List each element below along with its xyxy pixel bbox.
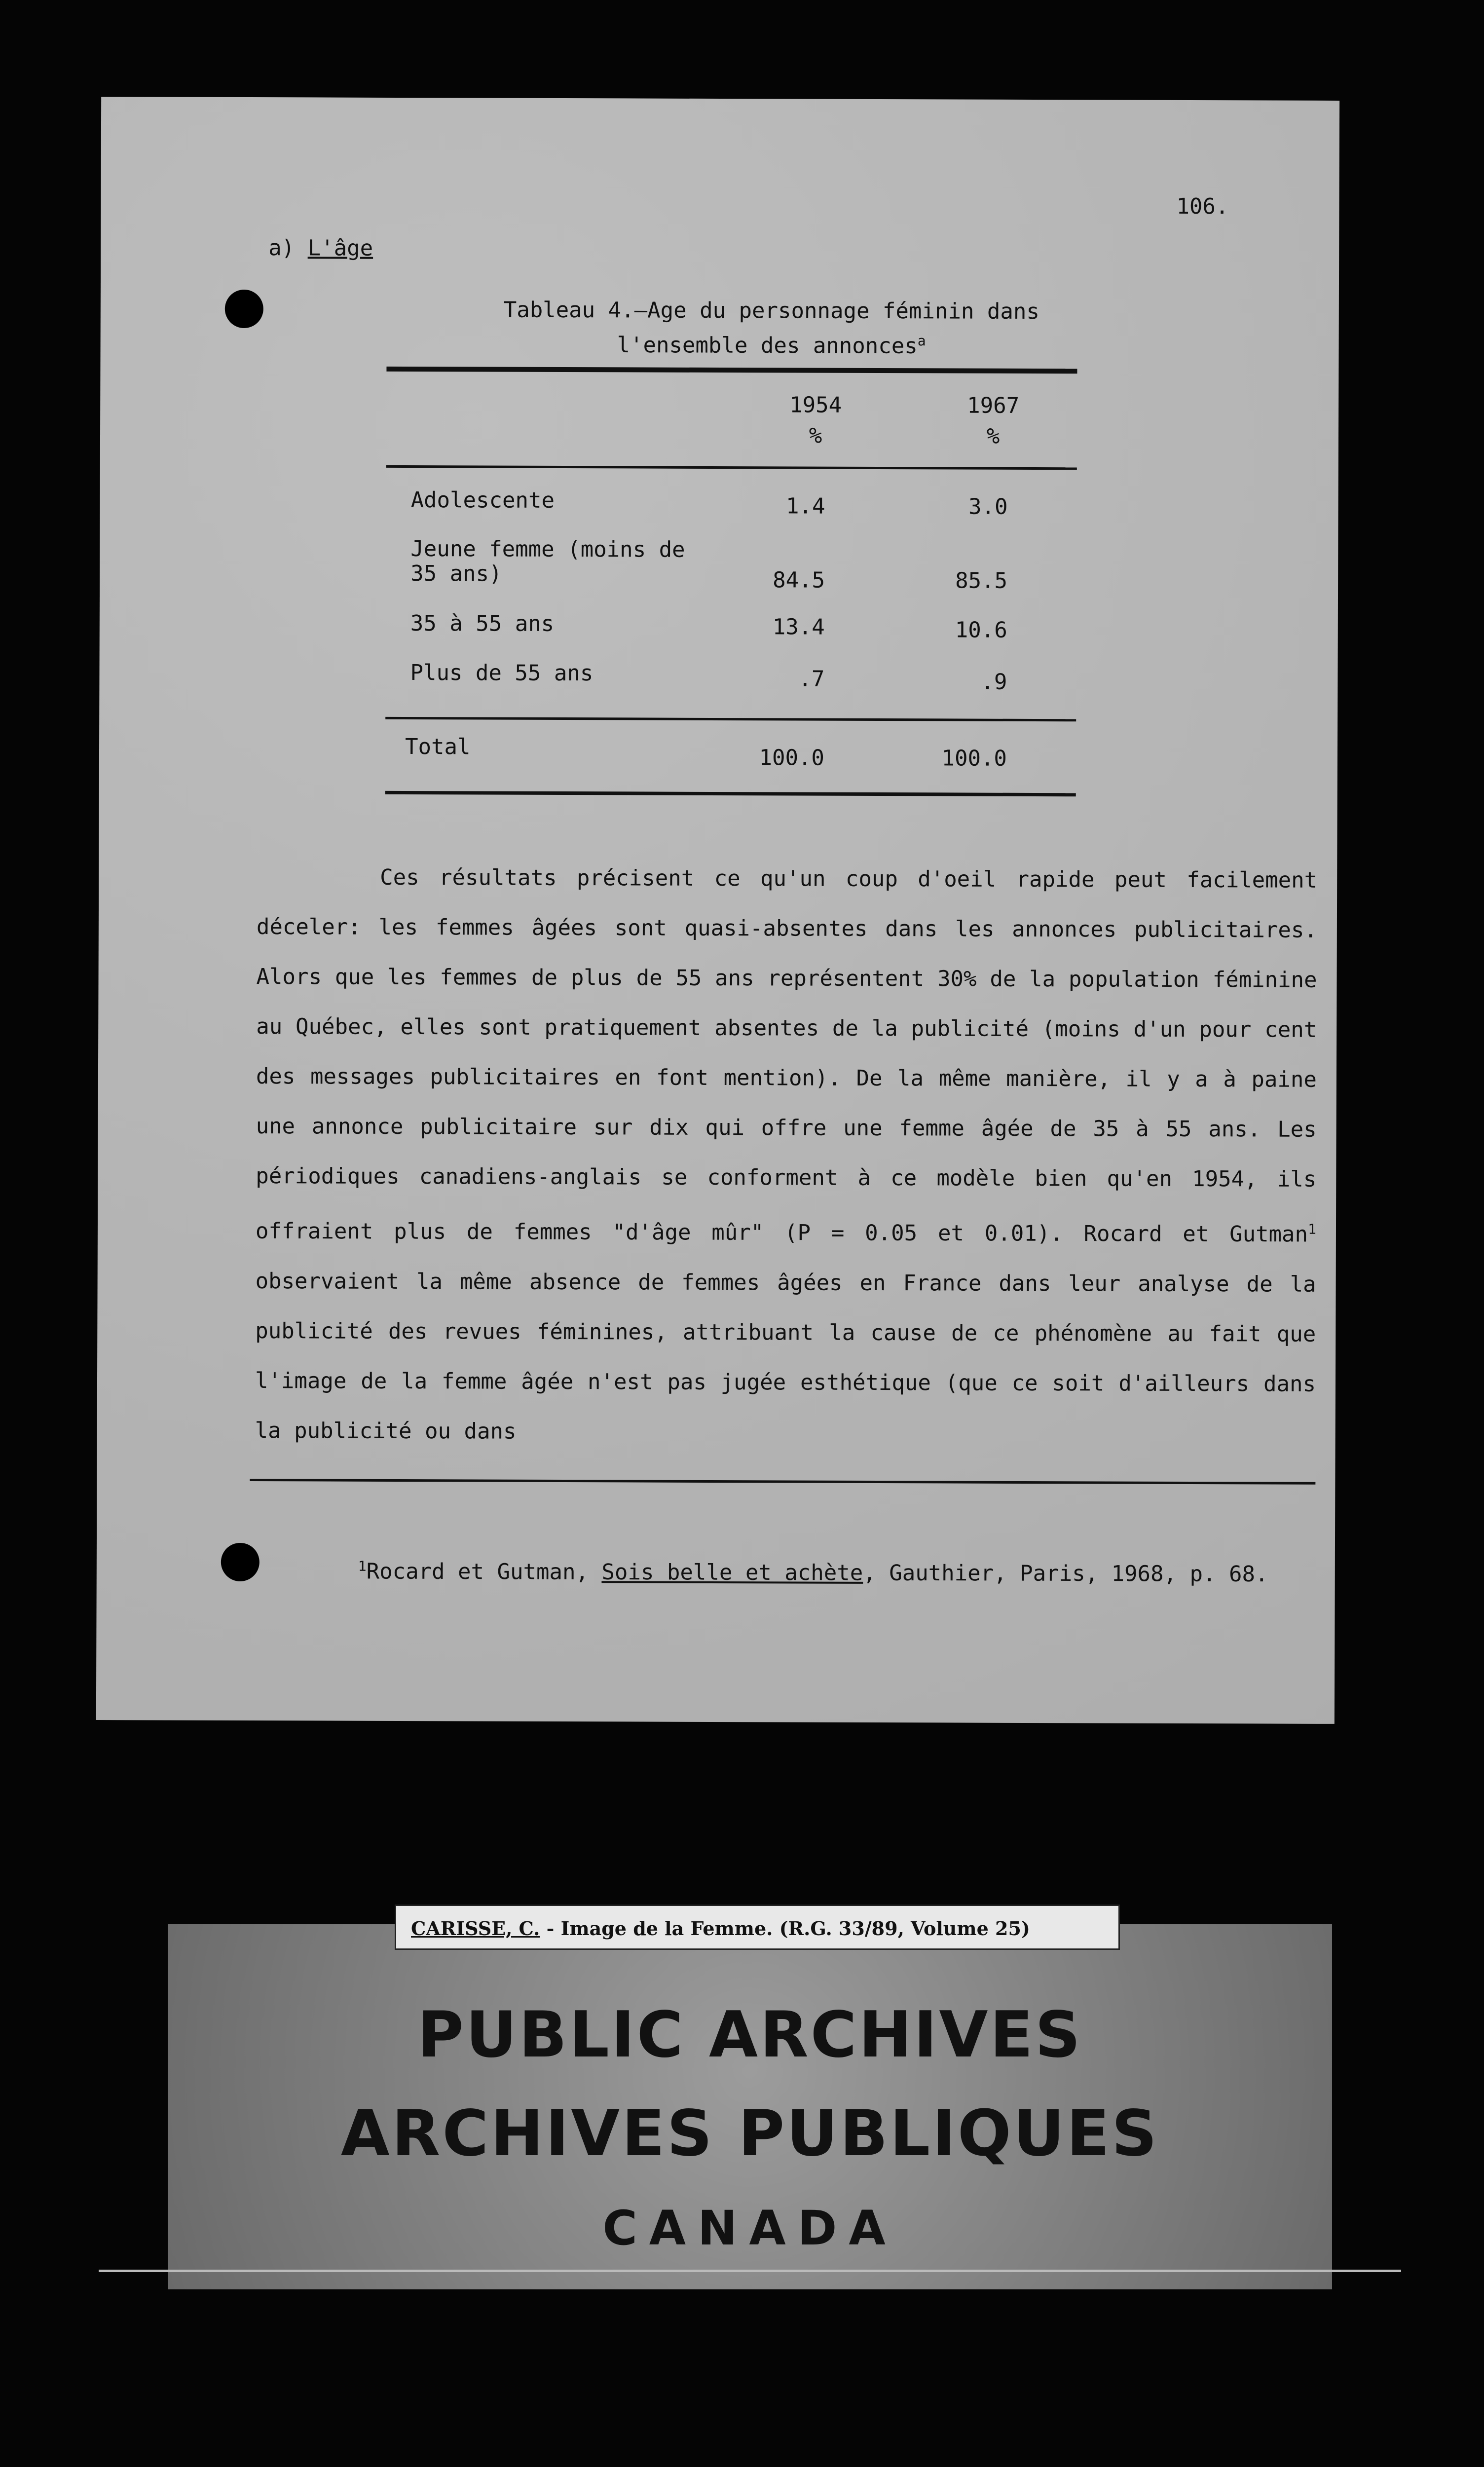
cell-1967-plus-55: .9 (981, 669, 1007, 695)
archive-card (168, 1924, 1332, 2289)
footnote-book-title: Sois belle et achète (601, 1559, 863, 1586)
column-header-1967: 1967 % (967, 393, 1020, 449)
row-label-jeune-femme: Jeune femme (moins de 35 ans) (410, 536, 685, 587)
cell-1967-jeune-femme: 85.5 (955, 568, 1008, 594)
page-number: 106. (1176, 193, 1229, 220)
cell-1954-35-55: 13.4 (772, 614, 825, 640)
cell-1967-total: 100.0 (941, 746, 1007, 771)
binder-hole (221, 1543, 260, 1581)
cell-1954-adolescente: 1.4 (786, 493, 825, 519)
table-title (476, 295, 1068, 361)
document-page (96, 97, 1339, 1724)
table-bottom-rule (385, 791, 1076, 796)
stamp-public-archives: PUBLIC ARCHIVES (417, 1998, 1082, 2072)
table-top-rule (386, 367, 1077, 374)
archive-label-author: CARISSE, C. (411, 1917, 540, 1940)
cell-1967-35-55: 10.6 (955, 617, 1007, 643)
section-heading (268, 235, 373, 261)
body-paragraph (255, 852, 1318, 1458)
bottom-rule (99, 2270, 1401, 2272)
section-prefix: a) (268, 235, 308, 261)
table-title-line2: l'ensemble des annonces (617, 333, 918, 359)
cell-1967-adolescente: 3.0 (968, 494, 1008, 520)
row-label-plus-55: Plus de 55 ans (410, 660, 594, 686)
table-title-note: a (917, 333, 926, 349)
footnote-separator (250, 1479, 1315, 1485)
footnote-reference: 1 (1308, 1221, 1317, 1237)
row-label-35-55: 35 à 55 ans (410, 611, 555, 636)
row-label-total: Total (405, 734, 471, 760)
archive-label (395, 1905, 1120, 1950)
footnote-authors: Rocard et Gutman, (366, 1559, 602, 1585)
row-label-adolescente: Adolescente (410, 487, 555, 513)
table-title-line1: Tableau 4.—Age du personnage féminin dans (503, 297, 1039, 325)
table-total-rule (385, 717, 1076, 721)
cell-1954-plus-55: .7 (798, 666, 825, 692)
body-text-part1: Ces résultats précisent ce qu'un coup d'oeil rapide peut facilement déceler: les femmes âgées sont quasi-absentes dans les annonces publicitaires. Alors que les femmes de plus de 55 ans représentent 30% de la population féminine au Québec, elles sont pratiquement absentes de la publicité (moins d'un pour cent des messages publicitaires en font mention). De la même manière, il y a à paine une annonce publicitaire sur dix qui offre une femme âgée de 35 à 55 ans. Les périodiques canadiens-anglais se conforment à ce modèle bien qu'en 1954, ils offraient plus de femmes "d'âge mûr" (P = 0.05 et 0.01). Rocard et Gutman (255, 864, 1318, 1247)
section-title: L'âge (307, 235, 373, 261)
stamp-archives-publiques: ARCHIVES PUBLIQUES (340, 2097, 1159, 2170)
column-header-1954: 1954 % (789, 392, 842, 449)
archive-label-rest: - Image de la Femme. (R.G. 33/89, Volume 25) (540, 1917, 1030, 1940)
footnote-marker: 1 (358, 1558, 367, 1574)
table-header-rule (386, 465, 1077, 470)
body-text-part2: observaient la même absence de femmes âgées en France dans leur analyse de la publicité des revues féminines, attribuant la cause de ce phénomène au fait que l'image de la femme âgée n'est pas jugée esthétique (que ce soit d'ailleurs dans la publicité ou dans (255, 1268, 1316, 1444)
footnote-rest: , Gauthier, Paris, 1968, p. 68. (863, 1560, 1268, 1587)
footnote (358, 1558, 1268, 1587)
binder-hole (225, 290, 263, 328)
cell-1954-jeune-femme: 84.5 (773, 567, 825, 593)
cell-1954-total: 100.0 (759, 745, 825, 771)
stamp-canada: CANADA (602, 2201, 897, 2256)
